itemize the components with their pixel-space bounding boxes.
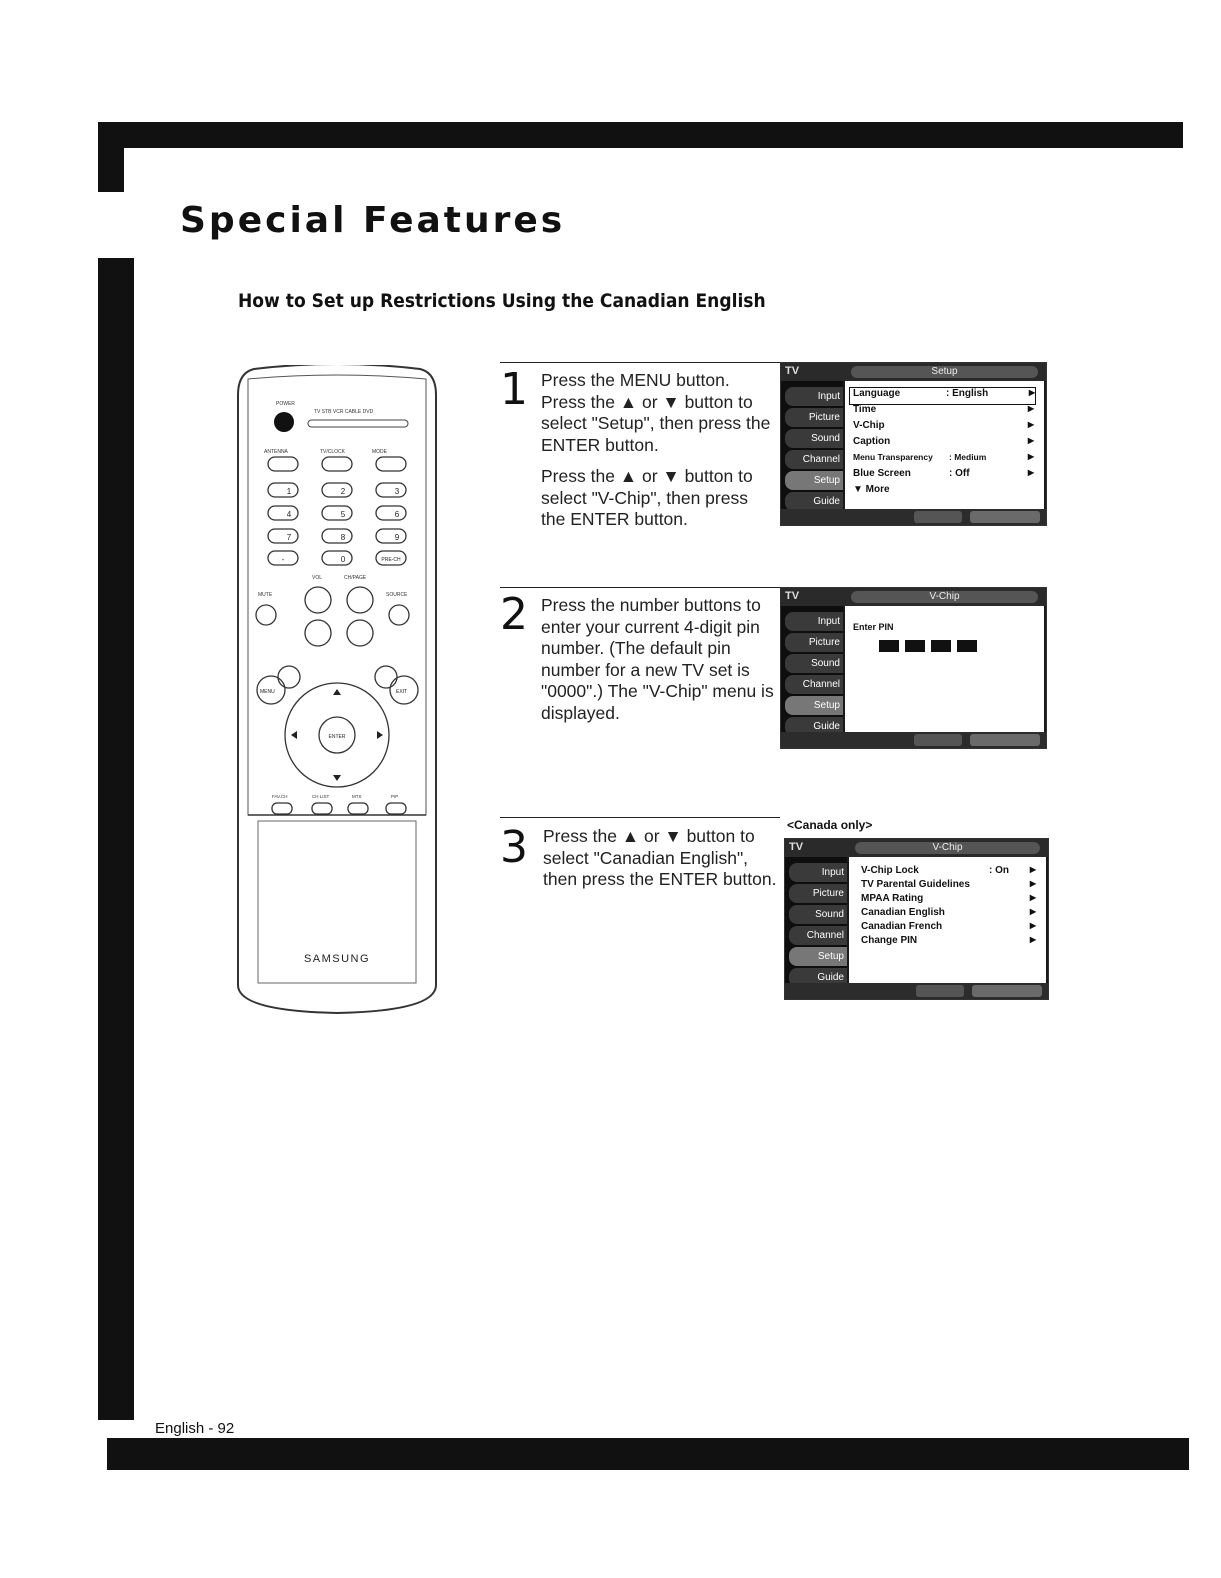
key-2: 2: [340, 487, 346, 496]
osd-row-blue-screen: Blue Screen : Off ▶: [853, 468, 1034, 479]
osd-tab-guide: Guide: [785, 717, 843, 736]
osd-row-mpaa: MPAA Rating ▶: [861, 893, 1036, 904]
osd-tab-setup: Setup: [785, 696, 843, 715]
key-0: 0: [340, 555, 346, 564]
osd-tab-input: Input: [789, 863, 847, 882]
tvclock-label: TV/CLOCK: [320, 449, 346, 455]
pin-digit-box: [879, 640, 899, 652]
pin-digit-box: [905, 640, 925, 652]
key-3: 3: [394, 487, 400, 496]
step-divider: [500, 362, 780, 363]
pip-label: PIP: [391, 794, 399, 799]
osd-row-vchip-lock: V-Chip Lock : On ▶: [861, 865, 1036, 876]
osd-tab-sound: Sound: [789, 905, 847, 924]
osd-header: V-Chip: [855, 842, 1040, 854]
step-1-text: [541, 370, 771, 531]
osd-row-menu-transparency: Menu Transparency : Medium ▶: [853, 452, 1034, 462]
key-9: 9: [394, 533, 400, 542]
step-divider: [500, 587, 780, 588]
samsung-logo: SAMSUNG: [303, 953, 371, 965]
step-3-text: [543, 826, 779, 891]
osd-row-more: ▼ More: [853, 484, 890, 495]
header-bar: [98, 122, 1183, 148]
key-dash: -: [281, 555, 285, 564]
key-prech: PRE-CH: [381, 557, 401, 563]
osd-tab-setup: Setup: [789, 947, 847, 966]
osd-tab-input: Input: [785, 387, 843, 406]
osd-setup-menu: [780, 362, 1047, 526]
key-6: 6: [394, 510, 400, 519]
osd-row-caption: Caption ▶: [853, 436, 1034, 447]
ch-label: CH/PAGE: [344, 575, 367, 581]
step-divider: [500, 817, 780, 818]
osd-row-tv-parental: TV Parental Guidelines ▶: [861, 879, 1036, 890]
remote-control-illustration: [236, 365, 438, 1015]
osd-header: Setup: [851, 366, 1038, 378]
osd-tab-guide: Guide: [785, 492, 843, 511]
step-number: 2: [500, 589, 528, 640]
osd-row-language: Language : English ▶: [849, 387, 1036, 405]
step-1-paragraph: Press the ▲ or ▼ button to select "V-Chip", then press the ENTER button.: [541, 466, 753, 529]
osd-tab-picture: Picture: [785, 408, 843, 427]
osd-tab-input: Input: [785, 612, 843, 631]
osd-tab-guide: Guide: [789, 968, 847, 987]
left-margin-bar: [98, 148, 124, 192]
step-number: 1: [500, 364, 528, 415]
page-footer: English - 92: [155, 1420, 235, 1437]
osd-row-canadian-english: Canadian English ▶: [861, 907, 1036, 918]
osd-tab-setup: Setup: [785, 471, 843, 490]
mute-label: MUTE: [258, 592, 273, 598]
step-2-text: [541, 595, 777, 724]
chlist-label: CH LIST: [312, 794, 330, 799]
key-7: 7: [286, 533, 292, 542]
osd-tab-channel: Channel: [785, 675, 843, 694]
power-button-icon: [274, 412, 294, 432]
step-2-paragraph: Press the number buttons to enter your current 4-digit pin number. (The default pin number for a new TV set is "0000".) The "V-Chip" menu is displayed.: [541, 595, 774, 723]
step-1-paragraph: Press the MENU button. Press the ▲ or ▼ button to select "Setup", then press the ENTER button.: [541, 370, 771, 455]
menu-label: MENU: [260, 689, 275, 695]
section-title: How to Set up Restrictions Using the Canadian English: [238, 290, 766, 312]
exit-label: EXIT: [396, 689, 408, 695]
osd-row-time: Time ▶: [853, 404, 1034, 415]
page-title: Special Features: [180, 200, 566, 241]
osd-tab-sound: Sound: [785, 654, 843, 673]
step-3-paragraph: Press the ▲ or ▼ button to select "Canadian English", then press the ENTER button.: [543, 826, 777, 889]
osd-row-canadian-french: Canadian French ▶: [861, 921, 1036, 932]
osd-tab-channel: Channel: [785, 450, 843, 469]
key-5: 5: [340, 510, 346, 519]
osd-vchip-menu: [784, 838, 1049, 1000]
favch-label: FAV.CH: [272, 794, 288, 799]
enter-pin-label: Enter PIN: [853, 622, 894, 632]
left-margin-bar: [98, 258, 134, 1420]
osd-tab-picture: Picture: [789, 884, 847, 903]
osd-header: V-Chip: [851, 591, 1038, 603]
osd-tv-label: TV: [789, 841, 804, 853]
mode-labels: TV STB VCR CABLE DVD: [314, 409, 374, 415]
step-number: 3: [500, 822, 528, 873]
key-8: 8: [340, 533, 346, 542]
key-4: 4: [286, 510, 292, 519]
osd-tv-label: TV: [785, 365, 800, 377]
osd-vchip-pin: [780, 587, 1047, 749]
canada-only-note: <Canada only>: [787, 818, 873, 832]
source-label: SOURCE: [386, 592, 408, 598]
power-label: POWER: [276, 401, 295, 407]
enter-label: ENTER: [328, 734, 346, 740]
osd-row-change-pin: Change PIN ▶: [861, 935, 1036, 946]
key-1: 1: [286, 487, 292, 496]
osd-tab-sound: Sound: [785, 429, 843, 448]
footer-bar: [107, 1438, 1189, 1470]
antenna-label: ANTENNA: [264, 449, 288, 455]
mts-label: MTS: [352, 794, 362, 799]
osd-tab-picture: Picture: [785, 633, 843, 652]
mode-label: MODE: [372, 449, 387, 455]
osd-tv-label: TV: [785, 590, 800, 602]
osd-tab-channel: Channel: [789, 926, 847, 945]
pin-digit-box: [931, 640, 951, 652]
osd-row-vchip: V-Chip ▶: [853, 420, 1034, 431]
pin-digit-box: [957, 640, 977, 652]
vol-label: VOL: [312, 575, 323, 581]
